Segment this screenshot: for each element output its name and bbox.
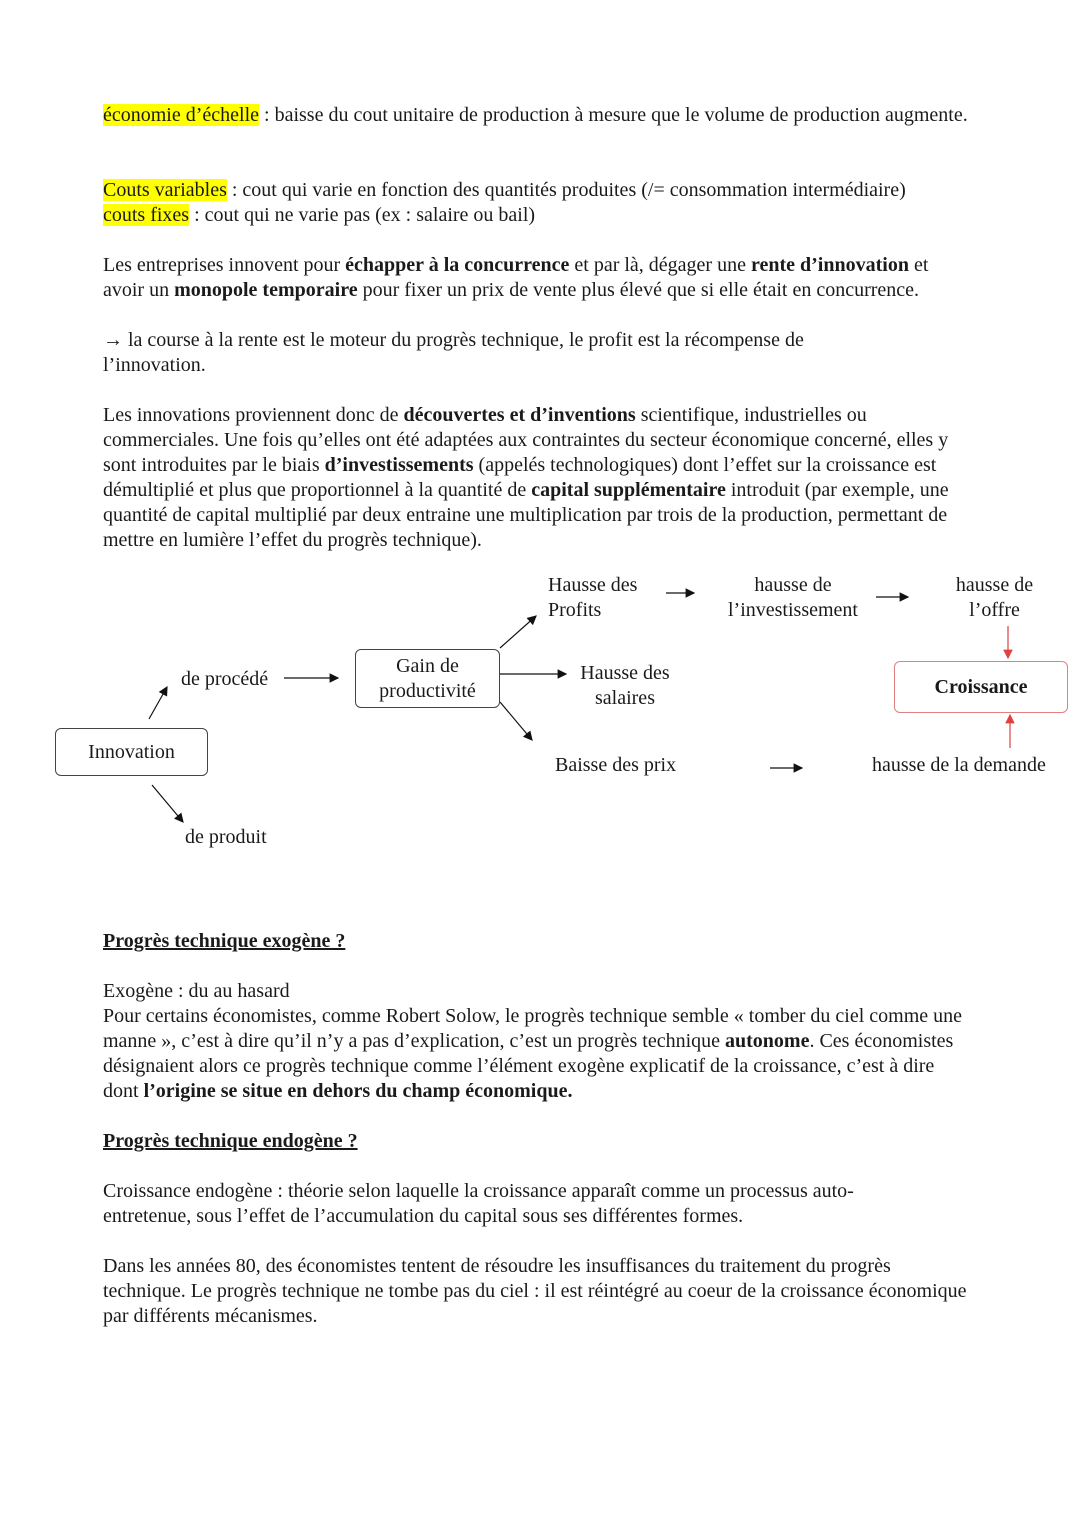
arrow-innovation-procede xyxy=(149,687,167,719)
bold-text: monopole temporaire xyxy=(174,279,358,301)
definition-text: : baisse du cout unitaire de production à mesure que le volume de production augmente. xyxy=(259,104,968,126)
label-hausse-profits: Hausse des Profits xyxy=(548,574,638,621)
bold-text: d’investissements xyxy=(324,454,474,476)
heading-exogene: Progrès technique exogène ? xyxy=(103,930,346,952)
paragraph-endogene-annees-80: Dans les années 80, des économistes tentent de résoudre les insuffisances du traitement du progrès technique. Le progrès technique ne tombe pas du ciel : il est réintégré au coeur de la croissance économique par différents mécanismes. xyxy=(103,1255,967,1327)
text: introduit (par exemple, une quantité de capital multiplié par deux entraine une multiplication par trois de la production, permettant de mettre en lumière l’effet du progrès technique). xyxy=(103,479,949,551)
gain-productivite-box: Gain de productivité xyxy=(355,649,500,708)
heading-endogene: Progrès technique endogène ? xyxy=(103,1130,358,1152)
bold-text: découvertes et d’inventions xyxy=(403,404,636,426)
definition-exogene: Exogène : du au hasard xyxy=(103,980,290,1002)
bold-text: rente d’innovation xyxy=(750,254,909,276)
text: Les innovations proviennent donc de xyxy=(103,404,404,426)
term-couts-fixes: couts fixes xyxy=(103,204,190,226)
label-de-procede: de procédé xyxy=(181,668,269,690)
term-economie-echelle: économie d’échelle xyxy=(103,104,260,126)
arrow-gain-profits xyxy=(500,616,536,648)
paragraph-endogene-definition: Croissance endogène : théorie selon laquelle la croissance apparaît comme un processus auto-entretenue, sous l’effet de l’accumulation du capital sous ses différentes formes. xyxy=(103,1180,854,1227)
bold-text: capital supplémentaire xyxy=(531,479,726,501)
label-hausse-investissement: hausse de l’investissement xyxy=(728,574,858,621)
text: et avoir un xyxy=(103,254,929,301)
text: (appelés technologiques) dont l’effet sur la croissance est démultiplié et plus que proportionnel à la quantité de xyxy=(103,454,937,501)
innovation-box: Innovation xyxy=(55,728,208,776)
bold-text: échapper à la concurrence xyxy=(345,254,570,276)
arrow-innovation-produit xyxy=(152,785,183,822)
text: pour fixer un prix de vente plus élevé que si elle était en concurrence. xyxy=(357,279,920,301)
bold-text: l’origine se situe en dehors du champ économique. xyxy=(143,1080,573,1102)
label-de-produit: de produit xyxy=(185,826,267,848)
text: et par là, dégager une xyxy=(569,254,751,276)
bold-text: autonome xyxy=(725,1030,810,1052)
text: Les entreprises innovent pour xyxy=(103,254,346,276)
definition-text: : cout qui varie en fonction des quantités produites (/= consommation intermédiaire) xyxy=(226,179,906,201)
label-hausse-salaires: Hausse des salaires xyxy=(580,662,670,709)
arrow-gain-prix xyxy=(500,702,532,740)
definition-text: : cout qui ne varie pas (ex : salaire ou bail) xyxy=(189,204,536,226)
term-couts-variables: Couts variables xyxy=(103,179,227,201)
conclusion-rente: → la course à la rente est le moteur du progrès technique, le profit est la récompense de l’innovation. xyxy=(103,329,804,376)
paragraph-exogene xyxy=(103,1004,963,1104)
label-baisse-prix: Baisse des prix xyxy=(555,754,677,776)
label-hausse-demande: hausse de la demande xyxy=(872,754,1046,776)
text: . Ces économistes désignaient alors ce progrès technique comme l’élément exogène explicatif de la croissance, c’est à dire dont xyxy=(103,1030,954,1102)
text: Pour certains économistes, comme Robert Solow, le progrès technique semble « tomber du ciel comme une manne », c’est à dire qu’il n’y a pas d’explication, c’est un progrès technique xyxy=(103,1005,963,1052)
croissance-box: Croissance xyxy=(894,661,1068,713)
label-hausse-offre: hausse de l’offre xyxy=(955,574,1034,621)
text: scientifique, industrielles ou commerciales. Une fois qu’elles ont été adaptées aux contraintes du secteur économique concerné, elles y sont introduites par le biais xyxy=(103,404,949,476)
